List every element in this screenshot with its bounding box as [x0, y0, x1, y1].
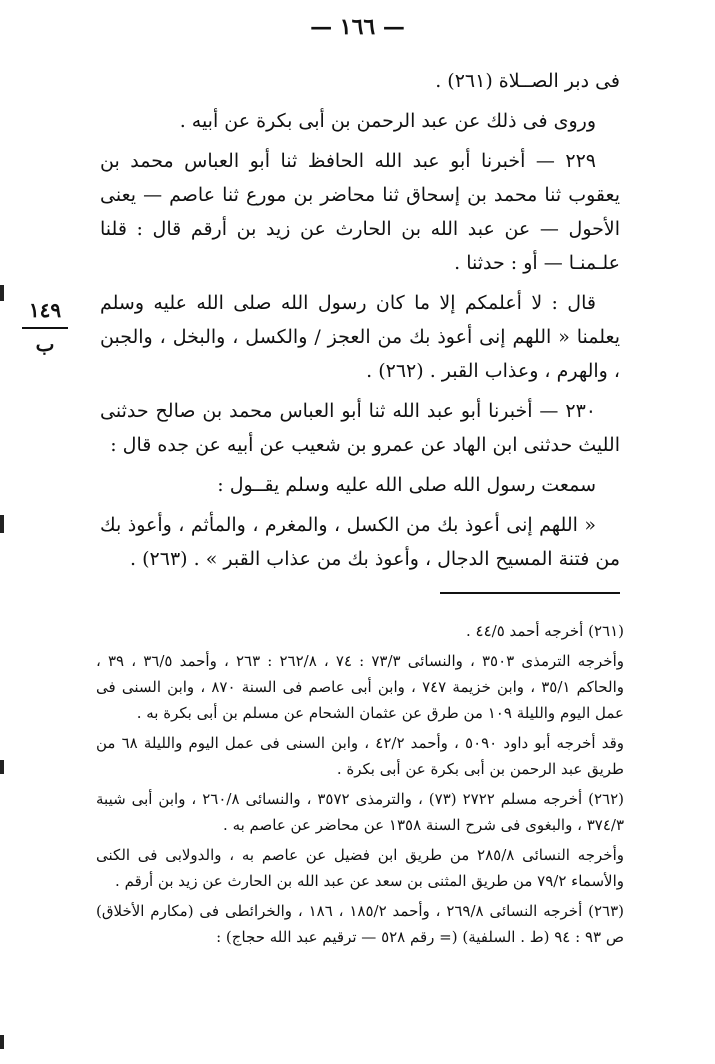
footnote-261-extra: وقد أخرجه أبو داود ٥٠٩٠ ، وأحمد ٤٢/٢ ، وابن السنى فى عمل اليوم والليلة ٦٨ من طريق عبد الرحمن بن أبى بكرة عن أبى بكرة . [96, 734, 624, 778]
scan-edge-mark [0, 515, 4, 533]
margin-folio-letter: ب [35, 332, 55, 356]
scan-edge-mark [0, 760, 4, 774]
hadith-229-text: قال : لا أعلمكم إلا ما كان رسول الله صلى الله عليه وسلم يعلمنا « اللهم إنى أعوذ بك من العجز / والكسل ، والبخل ، والجبن ، والهرم ، وعذاب القبر . (٢٦٢) . [100, 292, 620, 382]
margin-folio-note [22, 295, 68, 359]
hadith-229: ٢٢٩ — أخبرنا أبو عبد الله الحافظ ثنا أبو العباس محمد بن يعقوب ثنا محمد بن إسحاق ثنا محاضر بن مورع ثنا عاصم — يعنى الأحول — عن عبد الله بن الحارث عن زيد بن أرقم قال : قلنا علـمنـا — أو : حدثنا . [100, 150, 620, 274]
main-text [100, 64, 620, 582]
footnotes [96, 618, 624, 954]
hadith-230-text: « اللهم إنى أعوذ بك من الكسل ، والمغرم ، والمأثم ، وأعوذ بك من فتنة المسيح الدجال ، وأعوذ بك من عذاب القبر » . (٢٦٣) . [100, 514, 620, 570]
footnote-262-extra: وأخرجه النسائى ٢٨٥/٨ من طريق ابن فضيل عن عاصم به ، والدولابى فى الكنى والأسماء ٧٩/٢ من طريق المثنى بن سعد عن عبد الله بن الحارث عن زيد بن أرقم . [96, 846, 624, 890]
paragraph-narration: وروى فى ذلك عن عبد الرحمن بن أبى بكرة عن أبيه . [179, 110, 596, 132]
footnote-261-detail: وأخرجه الترمذى ٣٥٠٣ ، والنسائى ٧٣/٣ : ٧٤ ، ٢٦٢/٨ : ٢٦٣ ، وأحمد ٣٦/٥ ، ٣٩ ، والحاكم ٣٥/١ ، وابن خزيمة ٧٤٧ ، وابن أبى عاصم فى السنة ٨٧٠ ، وابن السنى فى عمل اليوم والليلة ١٠٩ من طرق عن عثمان الشحام عن مسلم بن أبى بكرة به . [96, 652, 624, 722]
paragraph-continuation: فى دبر الصــلاة (٢٦١) . [435, 70, 620, 92]
footnote-262: (٢٦٢) أخرجه مسلم ٢٧٢٢ (٧٣) ، والترمذى ٣٥٧٢ ، والنسائى ٢٦٠/٨ ، وابن أبى شيبة ٣٧٤/٣ ، والبغوى فى شرح السنة ١٣٥٨ عن محاضر عن عاصم به . [96, 790, 624, 834]
footnote-263: (٢٦٣) أخرجه النسائى ٢٦٩/٨ ، وأحمد ١٨٥/٢ ، ١٨٦ ، والخرائطى فى (مكارم الأخلاق) ص ٩٣ : ٩٤ (ط . السلفية) (= رقم ٥٢٨ — ترقيم عبد الله حجاج) : [96, 902, 624, 946]
scan-edge-mark [0, 1035, 4, 1049]
margin-folio-number: ١٤٩ [22, 295, 68, 329]
footnote-separator [440, 592, 620, 594]
hadith-230: ٢٣٠ — أخبرنا أبو عبد الله ثنا أبو العباس محمد بن صالح حدثنى الليث حدثنى ابن الهاد عن عمرو بن شعيب عن أبيه عن جده قال : [100, 400, 620, 456]
page-number: — ١٦٦ — [310, 14, 405, 40]
scan-edge-mark [0, 285, 4, 301]
footnote-261: (٢٦١) أخرجه أحمد ٤٤/٥ . [466, 622, 624, 640]
hadith-230-intro: سمعت رسول الله صلى الله عليه وسلم يقــول : [217, 474, 596, 496]
